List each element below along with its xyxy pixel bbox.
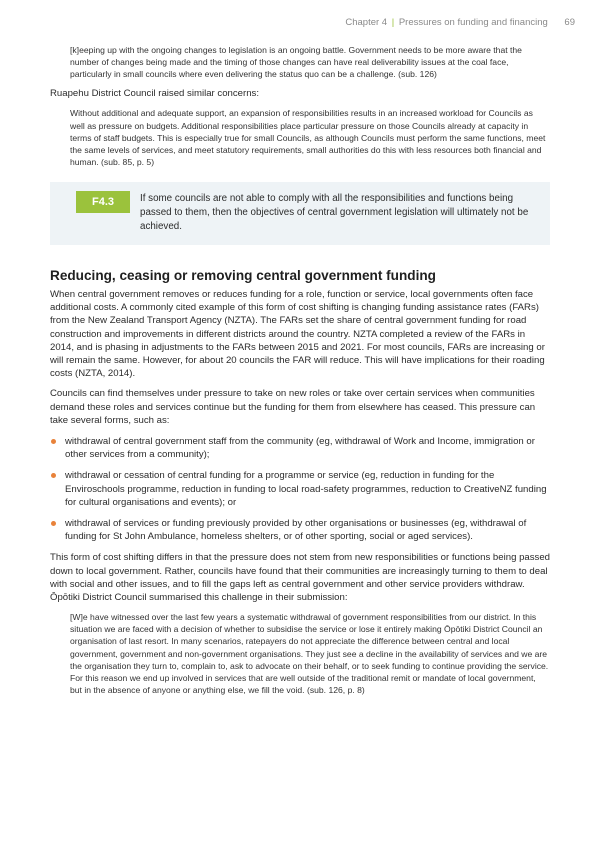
page-number: 69 <box>564 17 575 28</box>
finding-tag: F4.3 <box>76 191 130 213</box>
paragraph-3: This form of cost shifting differs in that the pressure does not stem from new responsibilities or functions being passed down to local government. Rather, councils have found that their communities are increasingly turning to them to deal with social and other issues, and to fill the gaps left as central government and other service providers withdraw. Ōpōtiki District Council summarised this challenge in their submission: <box>50 552 551 604</box>
bullet-icon <box>51 439 56 444</box>
list-item <box>50 435 550 461</box>
block-quote-3: [W]e have witnessed over the last few years a systematic withdrawal of government responsibilities from our district. In this situation we are faced with a decision of whether to subsidise the service or lose it entirely making Ōpōtiki District Council an organisation of last resort. In many scenarios, ratepayers do not appreciate the difference between central and local government, government and non-government organisations. They just see a decline in the availability of services and we are the organisation they turn to, complain to, ask to advocate on their behalf, or to seek funding to continue providing the service. For this reason we end up involved in services that are well outside of the traditional remit or mandate of local government, but in the absence of anyone or anything else, we fill the void. (sub. 126, p. 8) <box>70 612 549 695</box>
block-quote-1: [k]eeping up with the ongoing changes to legislation is an ongoing battle. Government needs to be more aware that the number of changes being made and the timing of those changes can have real deliverability issues at the coal face, particularly in small councils where even delivering the status quo can be a challenge. (sub. 126) <box>70 45 522 80</box>
list-item-text: withdrawal of services or funding previously provided by other organisations or businesses (eg, withdrawal of funding for St John Ambulance, homeless shelters, or of other sporting, social or aged services). <box>65 518 527 543</box>
section-title: Pressures on funding and financing <box>398 17 548 28</box>
finding-box <box>50 182 550 245</box>
bullet-icon <box>51 473 56 478</box>
chapter-label: Chapter 4 <box>345 17 388 28</box>
bullet-icon <box>51 521 56 526</box>
header-separator: | <box>391 17 395 28</box>
running-header <box>345 17 575 28</box>
list-item-text: withdrawal of central government staff from the community (eg, withdrawal of Work and Income, immigration or other services from a community); <box>65 435 535 461</box>
section-heading: Reducing, ceasing or removing central government funding <box>50 267 436 283</box>
block-quote-2: Without additional and adequate support, an expansion of responsibilities results in an increased workload for Councils as well as pressure on budgets. Additional responsibilities place particular pressure on those Councils already at capacity in terms of staff budgets. This is especially true for small Councils, as although Councils must perform the same functions, meet the same levels of services, and meet statutory requirements, small authorities do this with less resources both financial and human. (sub. 85, p. 5) <box>70 108 546 167</box>
paragraph-1: When central government removes or reduces funding for a role, function or service, local governments often face additional costs. A commonly cited example of this form of cost shifting is changing funding assistance rates (FARs) from the New Zealand Transport Agency (NZTA). The FARs set the share of central government funding for road construction and improvements in different districts around the country. NZTA completed a review of the FARs in 2014, and is phasing in adjustments to the FARs between 2015 and 2021. For most councils, FARs are increasing or will remain the same. However, for about 20 councils the FAR will reduce. This will have implications for their roading costs (NZTA, 2014). <box>50 288 545 380</box>
list-item <box>50 517 550 543</box>
list-item-text: withdrawal or cessation of central funding for a programme or service (eg, reduction in funding for the Enviroschools programme, reduction in funding to local road-safety programmes, reduction to CreativeNZ funding for cultural organisations and events); or <box>65 470 547 508</box>
body-content <box>50 44 550 696</box>
list-item <box>50 469 550 509</box>
bullet-list <box>50 435 550 543</box>
paragraph-ruapehu: Ruapehu District Council raised similar concerns: <box>50 88 260 100</box>
finding-text: If some councils are not able to comply with all the responsibilities and functions being passed to them, then the objectives of central government legislation will ultimately not be achieved. <box>140 192 529 233</box>
paragraph-2: Councils can find themselves under pressure to take on new roles or take over certain services when communities demand these roles and services continue but the funding for them from elsewhere has ceased. This pressure can take several forms, such as: <box>50 388 536 426</box>
